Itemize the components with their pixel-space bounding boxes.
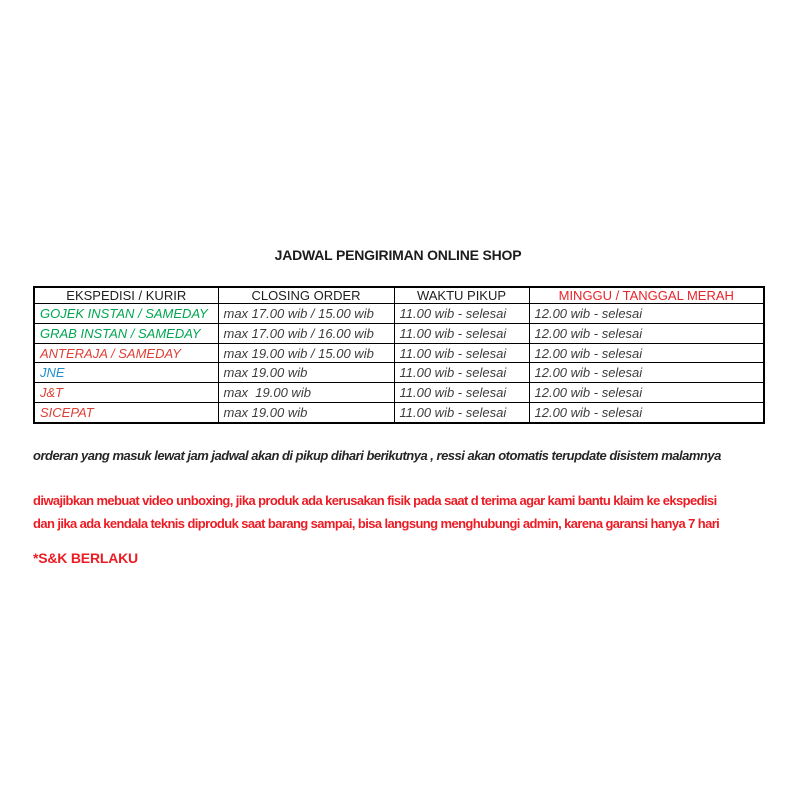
sunday-value: 12.00 wib - selesai (529, 383, 764, 403)
header-courier: EKSPEDISI / KURIR (34, 287, 218, 304)
note-late-orders: orderan yang masuk lewat jam jadwal akan di pikup dihari berikutnya , ressi akan otomatis terupdate disistem malamnya (33, 448, 721, 463)
courier-name: SICEPAT (34, 403, 218, 423)
shipping-schedule-table (33, 286, 765, 424)
pickup-time-value: 11.00 wib - selesai (394, 343, 529, 363)
sunday-value: 12.00 wib - selesai (529, 403, 764, 423)
pickup-time-value: 11.00 wib - selesai (394, 304, 529, 324)
note-unboxing-line2: dan jika ada kendala teknis diproduk saat barang sampai, bisa langsung menghubungi admin, karena garansi hanya 7 hari (33, 515, 720, 531)
table-row (34, 323, 764, 343)
closing-order-value: max 19.00 wib (218, 363, 394, 383)
courier-name: GRAB INSTAN / SAMEDAY (34, 323, 218, 343)
sunday-value: 12.00 wib - selesai (529, 363, 764, 383)
courier-name: GOJEK INSTAN / SAMEDAY (34, 304, 218, 324)
table-row (34, 304, 764, 324)
page-title: JADWAL PENGIRIMAN ONLINE SHOP (274, 247, 522, 263)
table-row (34, 343, 764, 363)
note-unboxing-line1: diwajibkan mebuat video unboxing, jika produk ada kerusakan fisik pada saat d terima agar kami bantu klaim ke ekspedisi (33, 493, 717, 508)
table-row (34, 403, 764, 423)
pickup-time-value: 11.00 wib - selesai (394, 363, 529, 383)
note-unboxing-warranty (33, 490, 719, 535)
closing-order-value: max 19.00 wib / 15.00 wib (218, 343, 394, 363)
header-closing-order: CLOSING ORDER (218, 287, 394, 304)
header-sunday-holiday: MINGGU / TANGGAL MERAH (529, 287, 764, 304)
closing-order-value: max 19.00 wib (218, 383, 394, 403)
courier-name: ANTERAJA / SAMEDAY (34, 343, 218, 363)
closing-order-value: max 17.00 wib / 16.00 wib (218, 323, 394, 343)
courier-name: J&T (34, 383, 218, 403)
pickup-time-value: 11.00 wib - selesai (394, 403, 529, 423)
pickup-time-value: 11.00 wib - selesai (394, 323, 529, 343)
terms-conditions-label: *S&K BERLAKU (33, 550, 138, 566)
closing-order-value: max 19.00 wib (218, 403, 394, 423)
closing-order-value: max 17.00 wib / 15.00 wib (218, 304, 394, 324)
sunday-value: 12.00 wib - selesai (529, 343, 764, 363)
sunday-value: 12.00 wib - selesai (529, 304, 764, 324)
table-header-row (34, 287, 764, 304)
courier-name: JNE (34, 363, 218, 383)
table-row (34, 363, 764, 383)
header-pickup-time: WAKTU PIKUP (394, 287, 529, 304)
pickup-time-value: 11.00 wib - selesai (394, 383, 529, 403)
sunday-value: 12.00 wib - selesai (529, 323, 764, 343)
table-row (34, 383, 764, 403)
